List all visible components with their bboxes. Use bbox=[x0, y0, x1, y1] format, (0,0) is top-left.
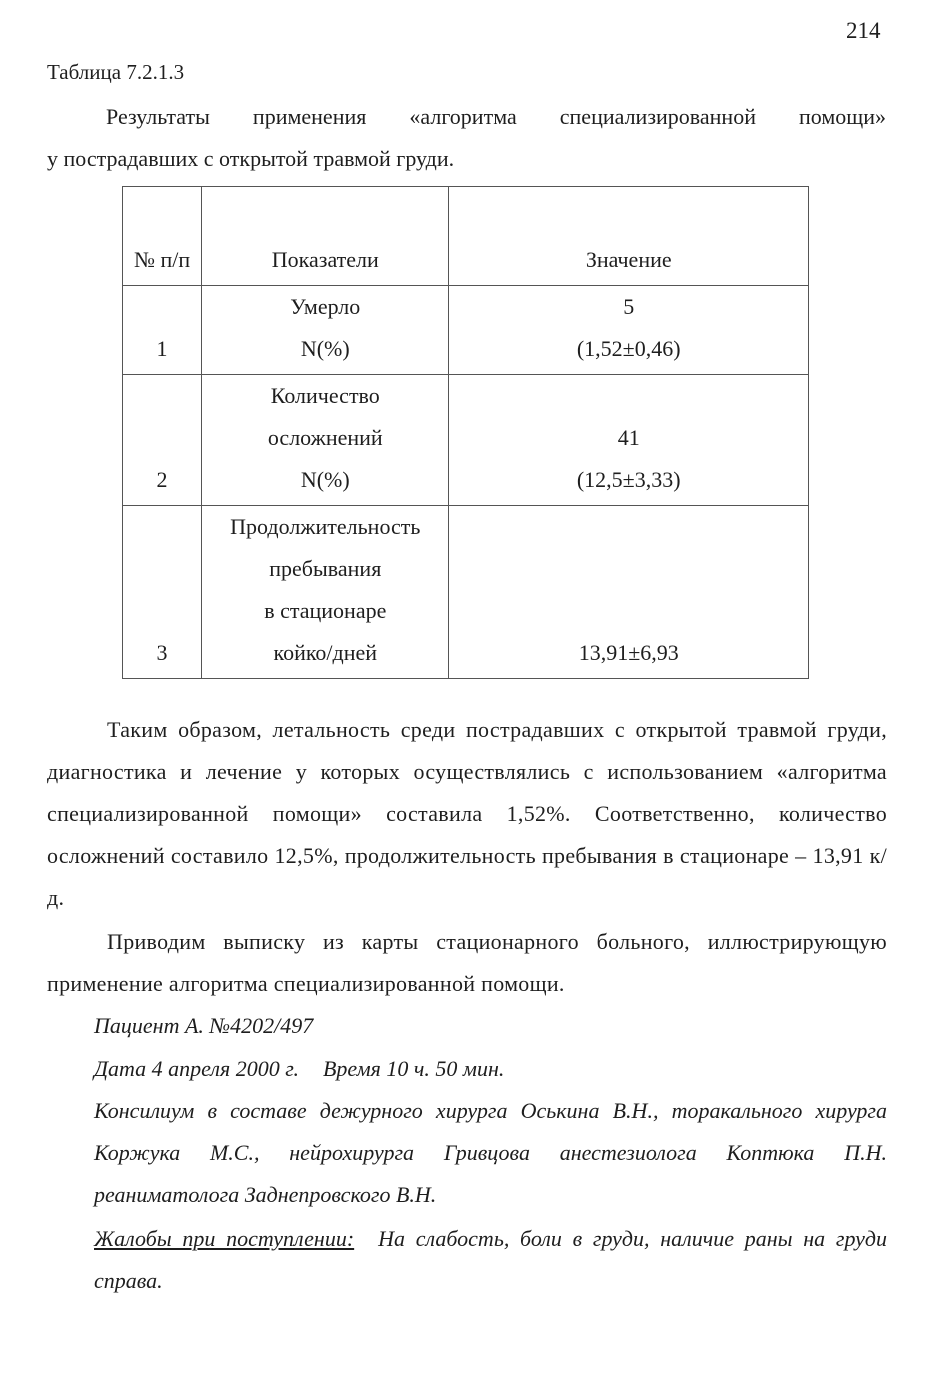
value-line: (12,5±3,33) bbox=[576, 467, 681, 492]
indicator-line: пребывания bbox=[269, 556, 382, 581]
results-table bbox=[122, 186, 809, 679]
complaints-label: Жалобы при поступлении: bbox=[94, 1226, 355, 1251]
row-number: 2 bbox=[123, 375, 202, 506]
value-line: (1,52±0,46) bbox=[576, 336, 681, 361]
table-header-row bbox=[123, 187, 809, 286]
header-indicators: Показатели bbox=[202, 187, 449, 286]
indicator-line: койко/дней bbox=[273, 640, 378, 665]
datetime-line bbox=[94, 1048, 887, 1090]
complaints-paragraph bbox=[94, 1218, 887, 1302]
conclusion-paragraph: Таким образом, летальность среди пострадавших с открытой травмой груди, диагностика и лечение у которых осуществлялись с использованием «алгоритма специализированной помощи» составила 1,52%. Соответственно, количество осложнений составило 12,5%, продолжительность пребывания в стационаре – 13,91 к/д. bbox=[47, 717, 887, 910]
header-number: № п/п bbox=[123, 187, 202, 286]
value-line: 13,91±6,93 bbox=[578, 640, 679, 665]
patient-line: Пациент А. №4202/497 bbox=[94, 1013, 314, 1038]
indicator-line: N(%) bbox=[300, 336, 350, 361]
indicator-line: в стационаре bbox=[264, 598, 387, 623]
row-number: 1 bbox=[123, 286, 202, 375]
indicator-line: осложнений bbox=[267, 425, 383, 450]
page-number: 214 bbox=[846, 18, 881, 43]
indicator-line: Количество bbox=[270, 383, 380, 408]
value-line: 41 bbox=[617, 425, 640, 450]
date-text: Дата 4 апреля 2000 г. bbox=[94, 1056, 299, 1081]
table-caption-line1: Результаты применения «алгоритма специализированной помощи» bbox=[106, 104, 886, 129]
table-row bbox=[123, 375, 809, 506]
complaints-text: На слабость, боли в груди, наличие раны на груди справа. bbox=[94, 1226, 888, 1293]
intro-paragraph: Приводим выписку из карты стационарного больного, иллюстрирующую применение алгоритма специализированной помощи. bbox=[47, 929, 887, 996]
table-caption-line2: у пострадавших с открытой травмой груди. bbox=[47, 146, 455, 171]
indicator-line: N(%) bbox=[300, 467, 350, 492]
row-indicator bbox=[202, 506, 449, 679]
header-value: Значение bbox=[449, 187, 809, 286]
table-row bbox=[123, 506, 809, 679]
row-value bbox=[449, 506, 809, 679]
row-number: 3 bbox=[123, 506, 202, 679]
time-text: Время 10 ч. 50 мин. bbox=[322, 1056, 505, 1081]
table-row bbox=[123, 286, 809, 375]
row-value bbox=[449, 286, 809, 375]
table-label: Таблица 7.2.1.3 bbox=[47, 60, 185, 84]
row-indicator bbox=[202, 286, 449, 375]
council-paragraph: Консилиум в составе дежурного хирурга Оськина В.Н., торакального хирурга Коржука М.С., нейрохирурга Гривцова анестезиолога Коптюка П.Н. реаниматолога Заднепровского В.Н. bbox=[94, 1098, 887, 1207]
row-value bbox=[449, 375, 809, 506]
indicator-line: Продолжительность bbox=[230, 514, 421, 539]
row-indicator bbox=[202, 375, 449, 506]
value-line: 5 bbox=[623, 294, 635, 319]
indicator-line: Умерло bbox=[290, 294, 361, 319]
